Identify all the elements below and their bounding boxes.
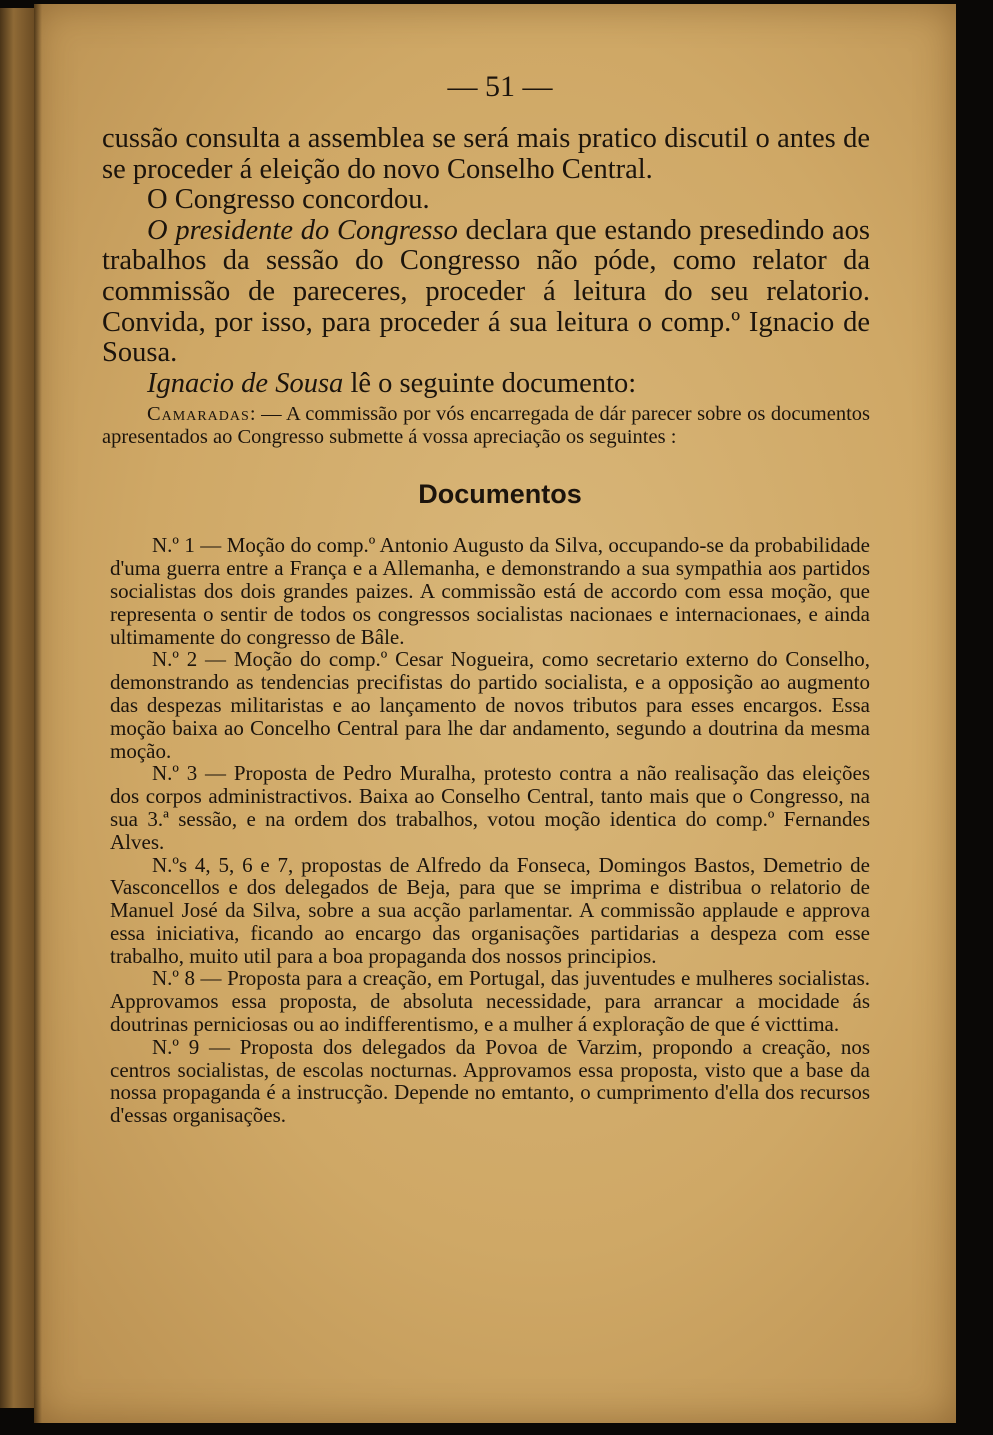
- document-item: N.º 3 — Proposta de Pedro Muralha, protesto contra a não realisação das eleições dos corpos administractivos. Baixa ao Conselho Central, tanto mais que o Congresso, na sua 3.ª sessão, e na ordem dos trabalhos, votou moção identica do comp.º Fernandes Alves.: [110, 761, 870, 854]
- page-number: — 51 —: [447, 70, 553, 103]
- intro-text: : — A commissão por vós encarregada de dár parecer sobre os documentos apresentados ao Congresso submette á vossa apreciação os seguintes :: [102, 403, 870, 448]
- paragraph-1: cussão consulta a assemblea se será mais pratico discutil o antes de se proceder á eleição do novo Conselho Central.: [102, 123, 870, 185]
- paragraph-3-text: declara que estando presedindo aos trabalhos da sessão do Congresso não póde, como relator da commissão de pareceres, proceder á leitura do seu relatorio. Convida, por isso, para proceder á sua leitura o comp.º Ignacio de Sousa.: [102, 214, 870, 369]
- page-gutter-shadow: [34, 4, 42, 1423]
- paragraph-4: [70, 369, 870, 400]
- document-item: N.º 8 — Proposta para a creação, em Portugal, das juventudes e mulheres socialistas. Approvamos essa proposta, de absoluta necessidade, para arrancar a mocidade ás doutrinas perniciosas ou ao indifferentismo, e a mulher á exploração de que é victtima.: [110, 966, 870, 1037]
- document-item: N.º 1 — Moção do comp.º Antonio Augusto da Silva, occupando-se da probabilidade d'uma guerra entre a França e a Allemanha, e demonstrando a sua sympathia aos partidos socialistas dos dois grandes paizes. A commissão está de accordo com essa moção, que representa o sentir de todos os congressos socialistas nacionaes e internacionaes, e ainda ultimamente do congresso de Bâle.: [110, 533, 870, 649]
- document-item: N.ºs 4, 5, 6 e 7, propostas de Alfredo da Fonseca, Domingos Bastos, Demetrio de Vasconcellos e dos delegados de Beja, para que se imprima e distribua o relatorio de Manuel José da Silva, sobre a sua acção parlamentar. A commissão applaude e approva essa iniciativa, ficando ao encargo das organisações partidarias a despeza com esse trabalho, muito util para a boa propaganda dos nossos principios.: [110, 852, 870, 968]
- opening-paragraphs: [70, 124, 870, 399]
- page-text: [70, 70, 870, 1127]
- document-item: N.º 2 — Moção do comp.º Cesar Nogueira, como secretario externo do Conselho, demonstrando as tendencias precifistas do partido socialista, e a opposição ao augmento das despezas militaristas e ao lançamento de novos tributos para esses encargos. Essa moção baixa ao Concelho Central para lhe dar andamento, segundo a doutrina da mesma moção.: [110, 647, 870, 763]
- paragraph-3: [70, 216, 870, 369]
- document-list: [70, 534, 870, 1127]
- binding-edge: [0, 8, 34, 1408]
- speaker-name: O presidente do Congresso: [147, 214, 458, 246]
- commission-intro: [70, 403, 870, 448]
- document-item: N.º 9 — Proposta dos delegados da Povoa de Varzim, propondo a creação, nos centros socialistas, de escolas nocturnas. Approvamos essa proposta, visto que a base da nossa propaganda é a instrucção. Depende no emtanto, o cumprimento d'ella dos recursos d'essas organisações.: [110, 1034, 870, 1128]
- salutation: Camaradas: [147, 403, 250, 426]
- paragraph-2: O Congresso concordou.: [147, 184, 430, 216]
- paragraph-4-text: lê o seguinte documento:: [343, 367, 637, 399]
- section-title: Documentos: [418, 479, 582, 510]
- reader-name: Ignacio de Sousa: [147, 367, 344, 399]
